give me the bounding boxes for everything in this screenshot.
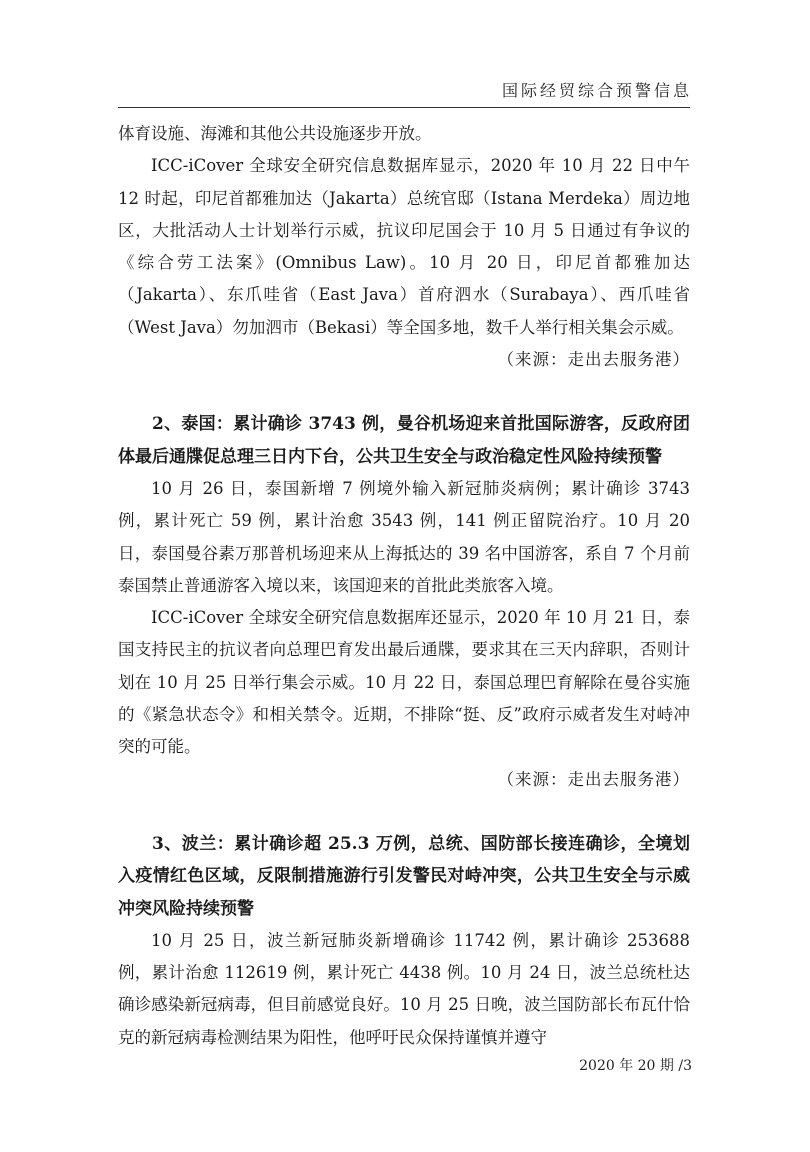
paragraph-indonesia-protest	[118, 150, 690, 376]
section-heading-thailand: 2、泰国：累计确诊 3743 例，曼谷机场迎来首批国际游客，反政府团体最后通牒促总理三日内下台，公共卫生安全与政治稳定性风险持续预警	[118, 414, 690, 467]
paragraph-continuation: 体育设施、海滩和其他公共设施逐步开放。	[118, 124, 432, 143]
header-divider	[118, 107, 690, 108]
paragraph-text: ICC-iCover 全球安全研究信息数据库还显示，2020 年 10 月 21 日，泰国支持民主的抗议者向总理巴育发出最后通牒，要求其在三天内辞职，否则计划在 10 月 25 日举行集会示威。10 月 22 日，泰国总理巴育解除在曼谷实施的《紧急状态令》和相关禁令。近期，不排除“挺、反”政府示威者发生对峙冲突的可能。	[118, 608, 690, 757]
paragraph-poland-cases: 10 月 25 日，波兰新冠肺炎新增确诊 11742 例，累计确诊 253688 例，累计治愈 112619 例，累计死亡 4438 例。10 月 24 日，波兰总统杜达确诊感染新冠病毒，但目前感觉良好。10 月 25 日晚，波兰国防部长布瓦什恰克的新冠病毒检测结果为阳性，他呼吁民众保持谨慎并遵守	[118, 930, 690, 1047]
paragraph-thailand-cases: 10 月 26 日，泰国新增 7 例境外输入新冠肺炎病例；累计确诊 3743 例，累计死亡 59 例，累计治愈 3543 例，141 例正留院治疗。10 月 20 日，泰国曼谷素万那普机场迎来从上海抵达的 39 名中国游客，系自 7 个月前泰国禁止普通游客入境以来，该国迎来的首批此类旅客入境。	[118, 478, 690, 595]
paragraph-text: ICC-iCover 全球安全研究信息数据库显示，2020 年 10 月 22 日中午 12 时起，印尼首都雅加达（Jakarta）总统官邸（Istana Merdeka）周边地区，大批活动人士计划举行示威，抗议印尼国会于 10 月 5 日通过有争议的《综合劳工法案》(Omnibus Law)。10 月 20 日，印尼首都雅加达（Jakarta）、东爪哇省（East Java）首府泗水（Surabaya）、西爪哇省（West Java）勿加泗市（Bekasi）等全国多地，数千人举行相关集会示威。	[118, 156, 690, 337]
paragraph-thailand-protest	[118, 602, 690, 796]
source-citation: （来源：走出去服务港）	[497, 769, 690, 789]
running-header-title: 国际经贸综合预警信息	[501, 81, 692, 100]
section-heading-poland: 3、波兰：累计确诊超 25.3 万例，总统、国防部长接连确诊，全境划入疫情红色区域，反限制措施游行引发警民对峙冲突，公共卫生安全与示威冲突风险持续预警	[118, 833, 690, 919]
article-body	[118, 118, 690, 1054]
page-number: 2020 年 20 期 /3	[579, 1058, 692, 1074]
source-citation: （来源：走出去服务港）	[497, 350, 690, 370]
